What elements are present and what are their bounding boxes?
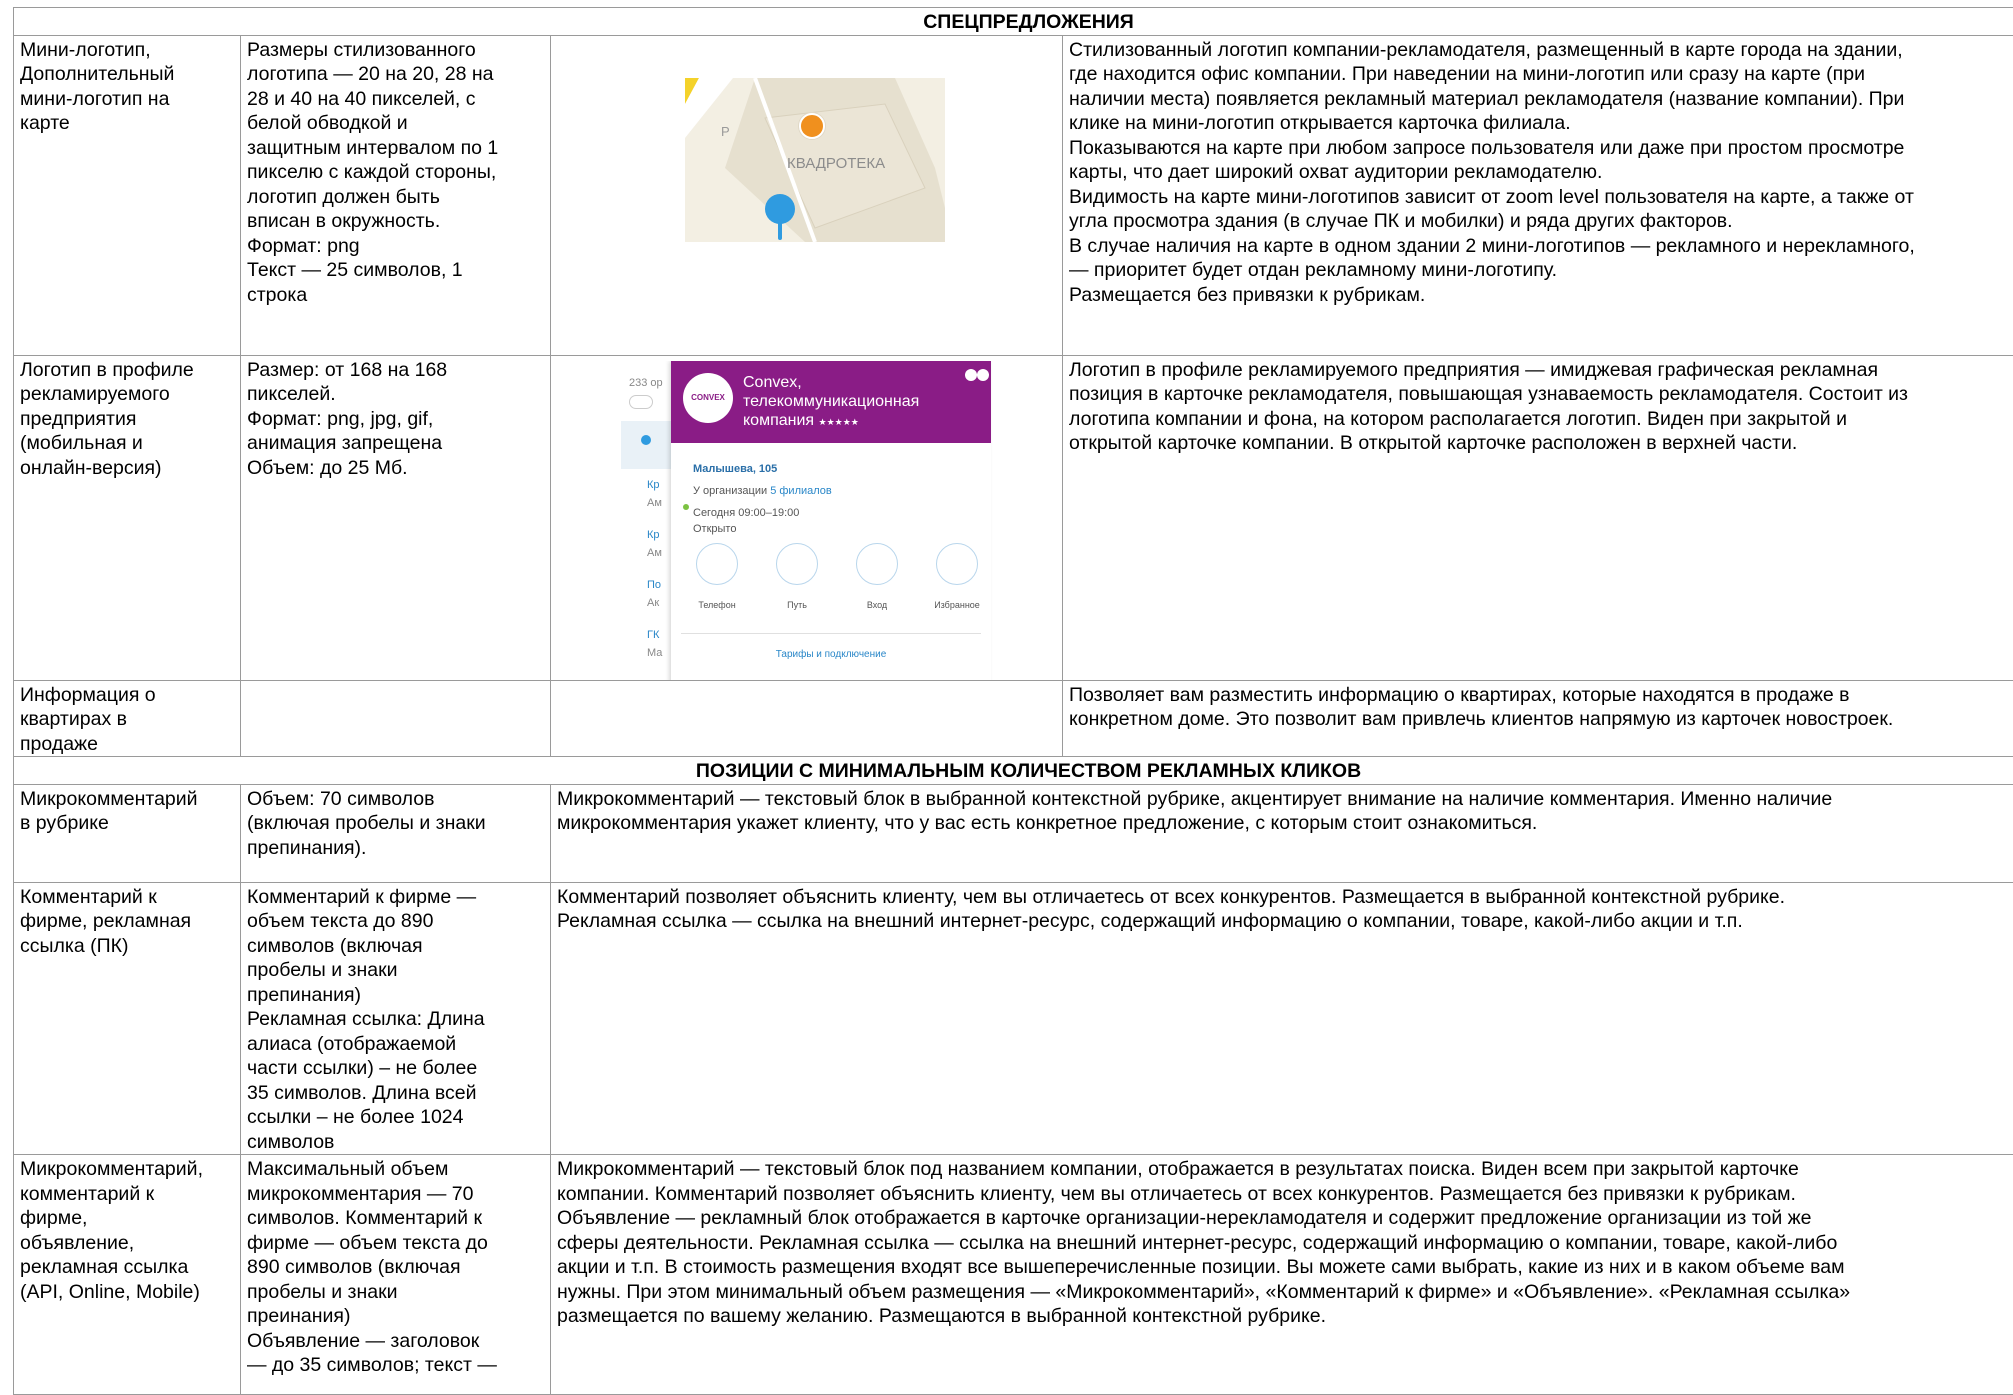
table-row xyxy=(14,680,2013,757)
text-line: (включая пробелы и знаки xyxy=(247,811,544,836)
text-line: Объявление — рекламный блок отображается в карточке организации-нерекламодателя и содержит предложение организации из той же xyxy=(557,1206,2013,1231)
text-line: Информация о xyxy=(20,683,234,708)
text-line: Видимость на карте мини-логотипов зависит от zoom level пользователя на карте, а также от xyxy=(1069,185,2013,210)
status-dot-icon xyxy=(683,504,689,510)
table-row xyxy=(14,882,2013,1155)
text-line: пробелы и знаки xyxy=(247,958,544,983)
specs-cell xyxy=(241,1155,551,1395)
text-line: пикселю с каждой стороны, xyxy=(247,160,544,185)
text-line: Формат: png, jpg, gif, xyxy=(247,407,544,432)
text-line: 28 и 40 на 40 пикселей, с xyxy=(247,87,544,112)
text-line: пикселей. xyxy=(247,382,544,407)
text-line: 35 символов. Длина всей xyxy=(247,1081,544,1106)
section-header-row xyxy=(14,8,2013,36)
description-cell xyxy=(551,882,2013,1155)
text-line: угла просмотра здания (в случае ПК и мобилки) и ряда других факторов. xyxy=(1069,209,2013,234)
position-name-cell xyxy=(14,355,241,680)
text-line: сферы деятельности. Рекламная ссылка — ссылка на внешний интернет-ресурс, содержащий информацию о компании, товаре, какой-либо xyxy=(557,1231,2013,1256)
side-item: Кр xyxy=(647,523,660,548)
text-line: Микрокомментарий — текстовый блок под названием компании, отображается в результатах поиска. Виден всем при закрытой карточке xyxy=(557,1157,2013,1182)
text-line: В случае наличия на карте в одном здании 2 мини-логотипов — рекламного и нерекламного, xyxy=(1069,234,2013,259)
side-pin-icon xyxy=(641,435,651,445)
text-line: Логотип в профиле xyxy=(20,358,234,383)
phone-icon xyxy=(696,543,738,585)
rating-stars: ★★★★★ xyxy=(819,417,859,427)
table-row xyxy=(14,355,2013,680)
text-line: комментарий к xyxy=(20,1182,234,1207)
address-text: Малышева, 105 xyxy=(693,463,777,475)
text-line: предприятия xyxy=(20,407,234,432)
side-item: Ак xyxy=(647,591,659,616)
section-title-special: СПЕЦПРЕДЛОЖЕНИЯ xyxy=(14,8,2013,36)
text-line: микрокомментария укажет клиенту, что у вас есть конкретное предложение, с которым стоит ознакомиться. xyxy=(557,811,2013,836)
heart-icon xyxy=(936,543,978,585)
entrance-icon xyxy=(856,543,898,585)
text-line: фирме, xyxy=(20,1206,234,1231)
action-buttons xyxy=(671,543,991,613)
text-line: вписан в окружность. xyxy=(247,209,544,234)
text-line: Формат: png xyxy=(247,234,544,259)
company-logo xyxy=(683,373,733,423)
description-cell xyxy=(551,784,2013,882)
text-line: ссылка (ПК) xyxy=(20,934,234,959)
example-image-cell xyxy=(551,35,1063,355)
text-line: Объем: до 25 Мб. xyxy=(247,456,544,481)
description-cell xyxy=(1063,355,2013,680)
side-item: Кр xyxy=(647,473,660,498)
side-item: Ма xyxy=(647,641,662,666)
text-line: алиаса (отображаемой xyxy=(247,1032,544,1057)
phone-label: Телефон xyxy=(693,593,741,618)
specs-cell xyxy=(241,784,551,882)
text-line: символов xyxy=(247,1130,544,1155)
text-line: препинания). xyxy=(247,836,544,861)
position-name-cell xyxy=(14,882,241,1155)
text-line: Объявление — заголовок xyxy=(247,1329,544,1354)
toggle-icon xyxy=(629,395,653,409)
text-line: нужны. При этом минимальный объем размещения — «Микрокомментарий», «Комментарий к фирме» и «Объявление». «Рекламная ссылка» xyxy=(557,1280,2013,1305)
text-line: Размеры стилизованного xyxy=(247,38,544,63)
text-line: препинания) xyxy=(247,983,544,1008)
text-line: анимация запрещена xyxy=(247,431,544,456)
entrance-label: Вход xyxy=(853,593,901,618)
text-line: Объем: 70 символов xyxy=(247,787,544,812)
text-line: карте xyxy=(20,111,234,136)
company-title xyxy=(743,373,919,432)
text-line: Стилизованный логотип компании-рекламодателя, размещенный в карте города на здании, xyxy=(1069,38,2013,63)
hours: Сегодня 09:00–19:00 xyxy=(693,501,799,526)
text-line: мини-логотип на xyxy=(20,87,234,112)
table-row xyxy=(14,784,2013,882)
text-line: продаже xyxy=(20,732,234,757)
tariffs-link[interactable]: Тарифы и подключение xyxy=(671,643,991,668)
text-line: где находится офис компании. При наведении на мини-логотип или сразу на карте (при xyxy=(1069,62,2013,87)
side-item: ГК xyxy=(647,623,659,648)
text-line: символов (включая xyxy=(247,934,544,959)
side-count: 233 ор xyxy=(629,371,663,396)
text-line: рекламная ссылка xyxy=(20,1255,234,1280)
map-illustration xyxy=(685,78,945,242)
side-item: Ам xyxy=(647,491,662,516)
section-title-min-clicks: ПОЗИЦИИ С МИНИМАЛЬНЫМ КОЛИЧЕСТВОМ РЕКЛАМНЫХ КЛИКОВ xyxy=(14,757,2013,785)
text-line: пробелы и знаки xyxy=(247,1280,544,1305)
specs-cell xyxy=(241,355,551,680)
text-line: квартирах в xyxy=(20,707,234,732)
text-line: — до 35 символов; текст — xyxy=(247,1353,544,1378)
text-line: микрокомментария — 70 xyxy=(247,1182,544,1207)
text-line: Логотип в профиле рекламируемого предприятия — имиджевая графическая рекламная xyxy=(1069,358,2013,383)
branches-prefix: У организации xyxy=(693,485,767,497)
description-cell xyxy=(1063,680,2013,757)
branches xyxy=(693,479,832,504)
example-image-cell xyxy=(551,355,1063,680)
text-line: Мини-логотип, xyxy=(20,38,234,63)
address xyxy=(693,457,777,482)
map-pin-stem xyxy=(778,218,782,240)
specs-cell xyxy=(241,882,551,1155)
description-cell xyxy=(551,1155,2013,1395)
text-line: логотипа — 20 на 20, 28 на xyxy=(247,62,544,87)
position-name-cell xyxy=(14,35,241,355)
text-line: защитным интервалом по 1 xyxy=(247,136,544,161)
position-name-cell xyxy=(14,784,241,882)
company-card xyxy=(671,361,991,681)
text-line: объявление, xyxy=(20,1231,234,1256)
text-line: Размер: от 168 на 168 xyxy=(247,358,544,383)
description-cell xyxy=(1063,35,2013,355)
text-line: акции и т.п. В стоимость размещения входят все вышеперечисленные позиции. Вы можете сами выбрать, какие из них и в каком объеме вам xyxy=(557,1255,2013,1280)
text-line: — приоритет будет отдан рекламному мини-логотипу. xyxy=(1069,258,2013,283)
text-line: объем текста до 890 xyxy=(247,909,544,934)
text-line: компании. Комментарий позволяет объяснить клиенту, чем вы отличаетесь от всех конкурентов. Размещается без привязки к рубрикам. xyxy=(557,1182,2013,1207)
text-line: фирме, рекламная xyxy=(20,909,234,934)
text-line: рекламируемого xyxy=(20,382,234,407)
text-line: символов. Комментарий к xyxy=(247,1206,544,1231)
side-item: Ам xyxy=(647,541,662,566)
close-icon[interactable] xyxy=(977,369,989,381)
text-line: строка xyxy=(247,283,544,308)
side-item: По xyxy=(647,573,661,598)
ad-positions-table xyxy=(13,7,2013,1395)
text-line: Рекламная ссылка — ссылка на внешний интернет-ресурс, содержащий информацию о компании, товаре, какой-либо акции и т.п. xyxy=(557,909,2013,934)
text-line: (API, Online, Mobile) xyxy=(20,1280,234,1305)
text-line: клике на мини-логотип открывается карточка филиала. xyxy=(1069,111,2013,136)
text-line: Комментарий к xyxy=(20,885,234,910)
text-line: Рекламная ссылка: Длина xyxy=(247,1007,544,1032)
section-header-row xyxy=(14,757,2013,785)
map-building-label: КВАДРОТЕКА xyxy=(787,155,885,172)
specs-cell xyxy=(241,680,551,757)
text-line: фирме — объем текста до xyxy=(247,1231,544,1256)
text-line: ссылки – не более 1024 xyxy=(247,1105,544,1130)
table-row xyxy=(14,35,2013,355)
text-line: Микрокомментарий xyxy=(20,787,234,812)
text-line: логотип должен быть xyxy=(247,185,544,210)
text-line: Микрокомментарий — текстовый блок в выбранной контекстной рубрике, акцентирует внимание на наличие комментария. Именно наличие xyxy=(557,787,2013,812)
text-line: Микрокомментарий, xyxy=(20,1157,234,1182)
text-line: Комментарий к фирме — xyxy=(247,885,544,910)
text-line: открытой карточке компании. В открытой карточке расположен в верхней части. xyxy=(1069,431,2013,456)
text-line: Комментарий позволяет объяснить клиенту, чем вы отличаетесь от всех конкурентов. Размещается в выбранной контекстной рубрике. xyxy=(557,885,2013,910)
text-line: Дополнительный xyxy=(20,62,234,87)
text-line: позиция в карточке рекламодателя, повышающая узнаваемость рекламодателя. Состоит из xyxy=(1069,382,2013,407)
phone-button[interactable] xyxy=(693,543,741,618)
side-list xyxy=(621,361,671,681)
favorite-button[interactable] xyxy=(929,543,985,618)
route-label: Путь xyxy=(773,593,821,618)
text-line: Показываются на карте при любом запросе пользователя или даже при простом просмотре xyxy=(1069,136,2013,161)
logo-text: CONVEX xyxy=(691,393,725,402)
text-line: карты, что дает широкий охват аудитории рекламодателю. xyxy=(1069,160,2013,185)
card-header xyxy=(671,361,991,443)
company-line-3 xyxy=(743,411,919,432)
text-line: наличии места) появляется рекламный материал рекламодателя (название компании). При xyxy=(1069,87,2013,112)
company-profile-image xyxy=(621,361,1001,681)
example-image-cell xyxy=(551,680,1063,757)
company-line: компания xyxy=(743,412,814,429)
table-row xyxy=(14,1155,2013,1395)
text-line: белой обводкой и xyxy=(247,111,544,136)
text-line: части ссылки) – не более xyxy=(247,1056,544,1081)
text-line: конкретном доме. Это позволит вам привлечь клиентов напрямую из карточек новостроек. xyxy=(1069,707,2013,732)
divider xyxy=(681,633,981,634)
text-line: (мобильная и xyxy=(20,431,234,456)
open-status: Открыто xyxy=(693,517,736,542)
map-letter: P xyxy=(721,124,730,139)
text-line: в рубрике xyxy=(20,811,234,836)
position-name-cell xyxy=(14,680,241,757)
entrance-button[interactable] xyxy=(853,543,901,618)
text-line: Позволяет вам разместить информацию о квартирах, которые находятся в продаже в xyxy=(1069,683,2013,708)
map-mini-logo-image xyxy=(685,78,945,242)
text-line: 890 символов (включая xyxy=(247,1255,544,1280)
route-button[interactable] xyxy=(773,543,821,618)
mini-logo-icon xyxy=(799,113,825,139)
text-line: размещается по вашему желанию. Размещаются в выбранной контекстной рубрике. xyxy=(557,1304,2013,1329)
side-pin-area xyxy=(621,421,671,469)
text-line: Размещается без привязки к рубрикам. xyxy=(1069,283,2013,308)
company-line: телекоммуникационная xyxy=(743,392,919,411)
text-line: преинания) xyxy=(247,1304,544,1329)
specs-cell xyxy=(241,35,551,355)
position-name-cell xyxy=(14,1155,241,1395)
text-line: Максимальный объем xyxy=(247,1157,544,1182)
company-line: Convex, xyxy=(743,373,919,392)
branches-link[interactable]: 5 филиалов xyxy=(770,485,832,497)
minimize-icon[interactable] xyxy=(965,369,977,381)
text-line: Текст — 25 символов, 1 xyxy=(247,258,544,283)
route-icon xyxy=(776,543,818,585)
text-line: логотипа компании и фона, на котором располагается логотип. Виден при закрытой и xyxy=(1069,407,2013,432)
favorite-label: Избранное xyxy=(929,593,985,618)
text-line: онлайн-версия) xyxy=(20,456,234,481)
